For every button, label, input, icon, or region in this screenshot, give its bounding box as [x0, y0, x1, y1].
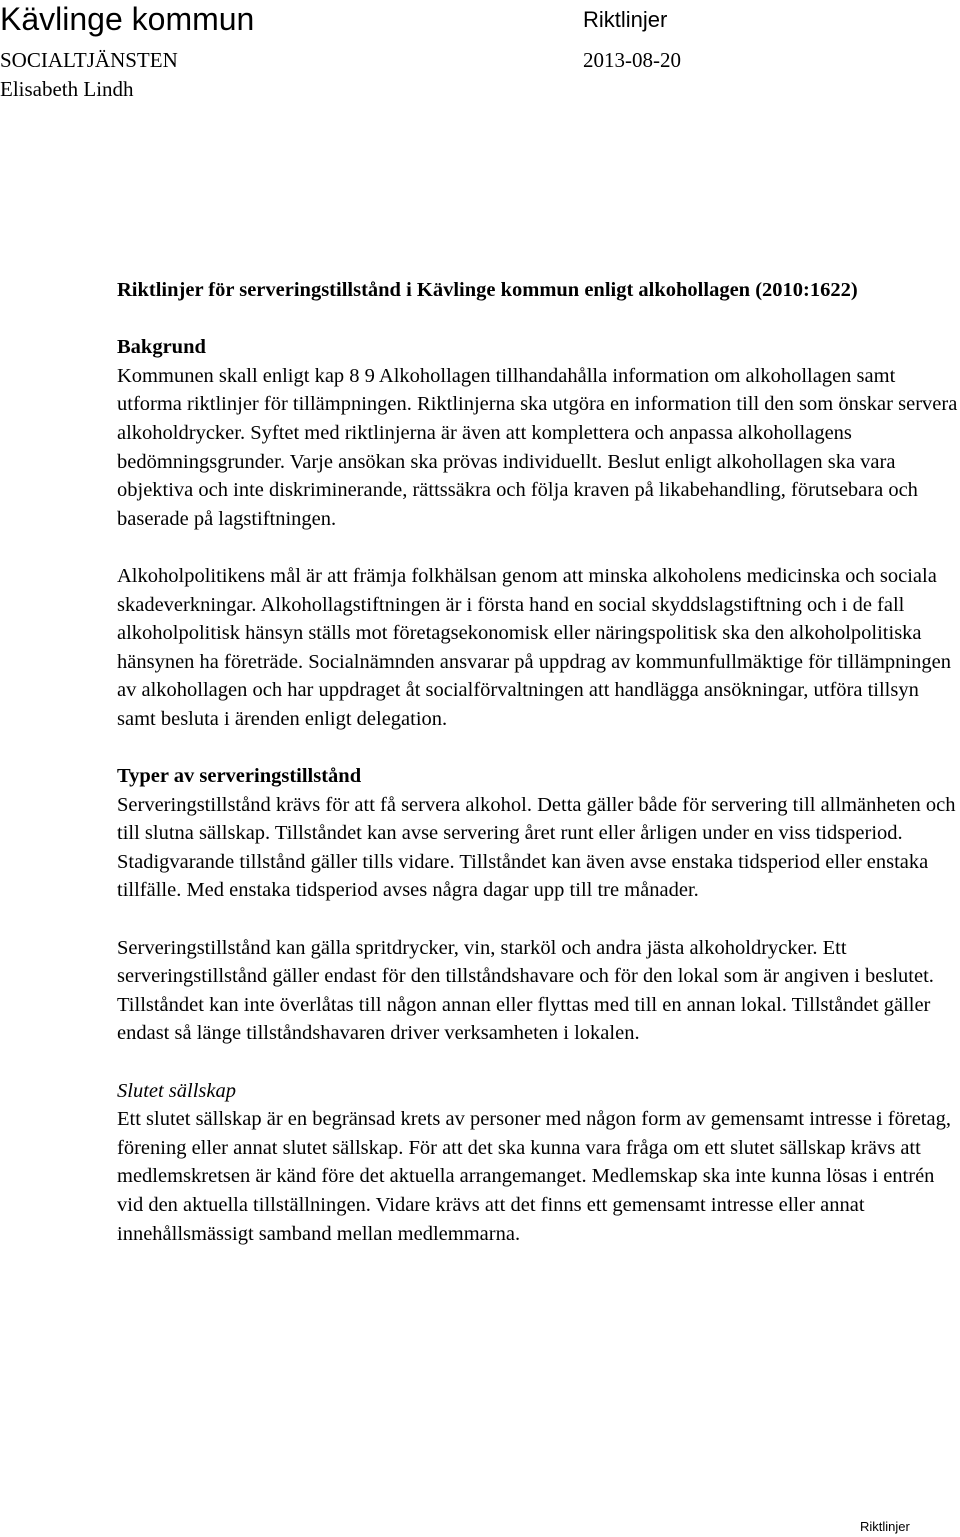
- document-date: 2013-08-20: [583, 48, 681, 72]
- page-footer-label: Riktlinjer: [860, 1519, 910, 1534]
- author-name: Elisabeth Lindh: [0, 77, 134, 101]
- spacer: [117, 905, 960, 934]
- paragraph-bakgrund-2: Alkoholpolitikens mål är att främja folkhälsan genom att minska alkoholens medicinska och sociala skadeverkningar. Alkohollagstiftningen är i första hand en social skyddslagstiftning och i de fall alkoholpolitisk hänsyn ställs mot företagsekonomisk eller näringspolitisk ska den alkoholpolitiska hänsynen ha företräde. Socialnämnden ansvarar på uppdrag av kommunfullmäktige för tillämpningen av alkohollagen och har uppdraget åt socialförvaltningen att handlägga ansökningar, utföra tillsyn samt besluta i ärenden enligt delegation.: [117, 564, 951, 730]
- section-heading-slutet-sallskap: Slutet sällskap: [117, 1079, 237, 1102]
- spacer: [117, 305, 960, 334]
- section-heading-typer: Typer av serveringstillstånd: [117, 765, 362, 788]
- spacer: [117, 533, 960, 562]
- paragraph-bakgrund-1: Kommunen skall enligt kap 8 9 Alkohollagen tillhandahålla information om alkohollagen samt utforma riktlinjer för tillämpningen. Riktlinjerna ska utgöra en information till den som önskar servera alkoholdrycker. Syftet med riktlinjerna är även att komplettera och anpassa alkohollagens bedömningsgrunder. Varje ansökan ska prövas individuellt. Beslut enligt alkohollagen ska vara objektiva och inte diskriminerande, rättssäkra och följa kraven på likabehandling, förutsebara och baserade på lagstiftningen.: [117, 364, 958, 530]
- document-type: Riktlinjer: [583, 7, 668, 32]
- department-name: SOCIALTJÄNSTEN: [0, 48, 178, 72]
- paragraph-typer-1: Serveringstillstånd krävs för att få servera alkohol. Detta gäller både för servering till allmänheten och till slutna sällskap. Tillståndet kan avse servering året runt eller årligen under en viss tidsperiod. Stadigvarande tillstånd gäller tills vidare. Tillståndet kan även avse enstaka tidsperiod eller enstaka tillfälle. Med enstaka tidsperiod avses några dagar upp till tre månader.: [117, 793, 956, 902]
- paragraph-typer-2: Serveringstillstånd kan gälla spritdrycker, vin, starköl och andra jästa alkoholdrycker. Ett serveringstillstånd gäller endast för den tillståndshavare och för den lokal som är angiven i beslutet. Tillståndet kan inte överlåtas till någon annan eller flyttas med till en annan lokal. Tillståndet gäller endast så länge tillståndshavaren driver verksamheten i lokalen.: [117, 936, 934, 1045]
- paragraph-slutet-1: Ett slutet sällskap är en begränsad krets av personer med någon form av gemensamt intresse i företag, förening eller annat slutet sällskap. För att det ska kunna vara fråga om ett slutet sällskap krävs att medlemskretsen är känd före det aktuella arrangemanget. Medlemskap ska inte kunna lösas i entrén vid den aktuella tillställningen. Vidare krävs att det finns ett gemensamt intresse eller annat innehållsmässigt samband mellan medlemmarna.: [117, 1108, 951, 1245]
- document-title: Riktlinjer för serveringstillstånd i Kävlinge kommun enligt alkohollagen (2010:1622): [117, 279, 858, 301]
- spacer: [117, 1048, 960, 1077]
- organization-name: Kävlinge kommun: [0, 1, 255, 37]
- document-body: [117, 276, 960, 1248]
- spacer: [117, 734, 960, 763]
- section-heading-bakgrund: Bakgrund: [117, 336, 206, 359]
